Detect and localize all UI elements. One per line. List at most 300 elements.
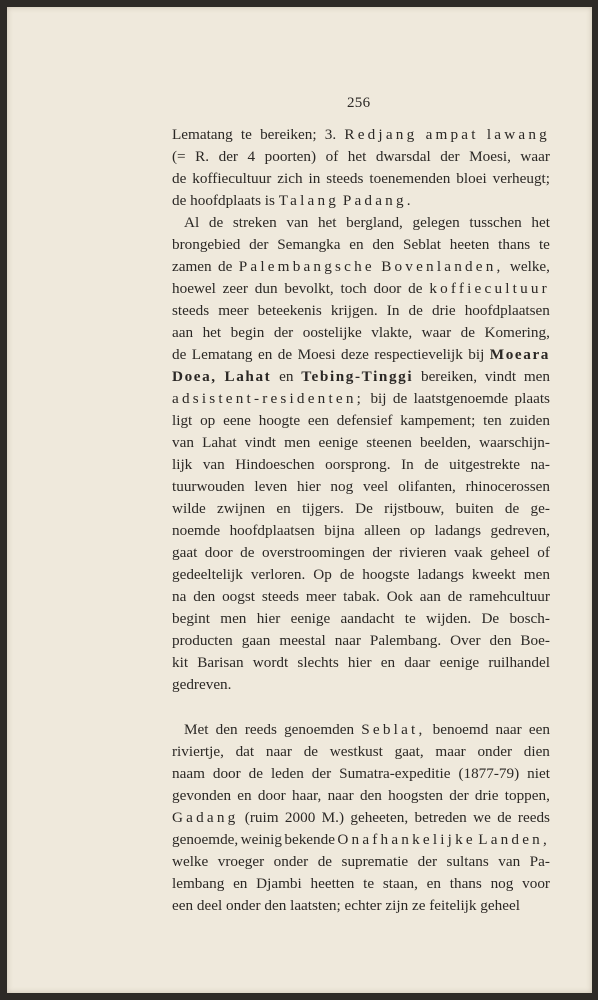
word: (= bbox=[172, 148, 186, 165]
word: op bbox=[200, 412, 216, 429]
word: Lahat bbox=[224, 368, 272, 385]
word: laatstgenoemde bbox=[413, 390, 509, 407]
paragraph bbox=[172, 212, 550, 696]
text-line bbox=[172, 564, 550, 586]
word: lembang bbox=[172, 875, 225, 892]
word: kampement; bbox=[400, 412, 476, 429]
word: feitelijk bbox=[429, 897, 477, 914]
word: eene bbox=[223, 412, 251, 429]
word: beteekenis bbox=[257, 302, 322, 319]
word: sultans bbox=[446, 853, 489, 870]
word: welke, bbox=[509, 258, 550, 275]
word: lijk bbox=[172, 456, 193, 473]
word: eenige bbox=[290, 610, 331, 627]
word: leven bbox=[254, 478, 288, 495]
word: men bbox=[220, 610, 247, 627]
word: men bbox=[523, 368, 550, 385]
word: defensief bbox=[336, 412, 393, 429]
word: hoogte bbox=[258, 412, 301, 429]
word: haar, bbox=[291, 787, 322, 804]
word: gedreven. bbox=[172, 676, 232, 693]
word: Djambi bbox=[256, 875, 302, 892]
word: geheel bbox=[490, 544, 530, 561]
text-line bbox=[172, 432, 550, 454]
word: te bbox=[538, 236, 550, 253]
text-line bbox=[172, 256, 550, 278]
word: zijn bbox=[385, 897, 409, 914]
word: den bbox=[489, 632, 512, 649]
word: den bbox=[372, 236, 395, 253]
text-line bbox=[172, 829, 550, 851]
word: (ruim bbox=[244, 809, 279, 826]
word: een bbox=[528, 721, 550, 738]
word: meestal bbox=[279, 632, 326, 649]
word: begin bbox=[230, 324, 265, 341]
word: de bbox=[408, 302, 423, 319]
word: Bovenlanden, bbox=[381, 258, 504, 275]
word: vindt bbox=[244, 434, 277, 451]
word: benoemd bbox=[432, 721, 489, 738]
word: streken bbox=[232, 214, 277, 231]
word: na- bbox=[530, 456, 550, 473]
word: westkust bbox=[329, 743, 383, 760]
word: In bbox=[401, 456, 414, 473]
word: dun bbox=[254, 280, 278, 297]
word: gaat bbox=[172, 544, 198, 561]
word: olifanten, bbox=[398, 478, 456, 495]
word: eenige bbox=[439, 654, 480, 671]
word: buiten bbox=[455, 500, 494, 517]
word: gaan bbox=[241, 632, 271, 649]
word: en bbox=[426, 875, 441, 892]
text-line bbox=[172, 785, 550, 807]
word: tuurwouden bbox=[172, 478, 245, 495]
word: Komering, bbox=[484, 324, 550, 341]
word: de bbox=[277, 346, 293, 363]
word: Padang bbox=[342, 192, 407, 209]
text-line bbox=[172, 410, 550, 432]
word: bevolkt, bbox=[284, 280, 334, 297]
word: aandacht bbox=[340, 610, 395, 627]
text-line bbox=[172, 124, 550, 146]
word: wilde bbox=[172, 500, 206, 517]
word: voor bbox=[522, 875, 550, 892]
word: waar bbox=[520, 148, 550, 165]
text-line bbox=[172, 498, 550, 520]
word: bekende bbox=[284, 831, 335, 848]
word: de bbox=[248, 765, 263, 782]
word: adsistent-residenten; bbox=[172, 390, 365, 407]
word: het bbox=[347, 148, 367, 165]
word: bereiken, bbox=[420, 368, 478, 385]
word: het bbox=[531, 214, 550, 231]
word: der bbox=[417, 853, 438, 870]
word: Gadang bbox=[172, 809, 239, 826]
word: ramehcultuur bbox=[468, 588, 550, 605]
word: vaak bbox=[453, 544, 483, 561]
text-line bbox=[172, 873, 550, 895]
word: overstroomingen bbox=[261, 544, 365, 561]
word: rivieren bbox=[399, 544, 447, 561]
word: verloren. bbox=[250, 566, 306, 583]
word: bijna bbox=[324, 522, 355, 539]
word: en bbox=[257, 346, 273, 363]
word: respectievelijk bbox=[374, 346, 463, 363]
word: maar bbox=[435, 743, 466, 760]
word: onder bbox=[225, 897, 261, 914]
word: Palembangsche bbox=[238, 258, 375, 275]
word: den bbox=[264, 897, 287, 914]
text-line bbox=[172, 234, 550, 256]
word: 2000 bbox=[284, 809, 316, 826]
text-line bbox=[172, 190, 550, 212]
word: de bbox=[460, 324, 476, 341]
text-line bbox=[172, 344, 550, 366]
word: de bbox=[447, 588, 463, 605]
word: Landen, bbox=[478, 831, 550, 848]
word: ligt bbox=[172, 412, 193, 429]
text-line bbox=[172, 741, 550, 763]
word: aan bbox=[172, 324, 194, 341]
word: zamen bbox=[172, 258, 212, 275]
word: van bbox=[286, 214, 309, 231]
word: geheeten, bbox=[350, 809, 409, 826]
word: wordt bbox=[252, 654, 289, 671]
word: steeds bbox=[172, 302, 210, 319]
word: of bbox=[325, 148, 339, 165]
word: staan, bbox=[382, 875, 418, 892]
word: bloei bbox=[456, 170, 487, 187]
word: onder bbox=[273, 853, 309, 870]
word: de bbox=[218, 258, 233, 275]
word: echter bbox=[344, 897, 382, 914]
word: de bbox=[339, 566, 355, 583]
word: naar bbox=[327, 787, 354, 804]
word: suprematie bbox=[341, 853, 409, 870]
word: te bbox=[240, 126, 252, 143]
word: welke bbox=[172, 853, 209, 870]
word: en bbox=[349, 236, 364, 253]
text-line bbox=[172, 586, 550, 608]
word: tusschen bbox=[469, 214, 522, 231]
word: der bbox=[273, 324, 294, 341]
word: De bbox=[481, 610, 500, 627]
word: hoogsten bbox=[388, 787, 443, 804]
word: producten bbox=[172, 632, 233, 649]
word: de bbox=[208, 214, 224, 231]
word: hoewel bbox=[172, 280, 216, 297]
word: Op bbox=[313, 566, 332, 583]
word: poorten) bbox=[264, 148, 317, 165]
word: verheugt; bbox=[492, 170, 550, 187]
word: naar bbox=[495, 721, 522, 738]
book-page bbox=[7, 7, 592, 993]
word: Seblat, bbox=[361, 721, 426, 738]
word: vlakte, bbox=[371, 324, 413, 341]
word: der bbox=[372, 544, 392, 561]
word: de bbox=[172, 170, 187, 187]
word: reeds bbox=[244, 721, 277, 738]
word: M.) bbox=[321, 809, 344, 826]
text-line bbox=[172, 652, 550, 674]
word: de bbox=[172, 192, 187, 209]
word: Palembang. bbox=[369, 632, 442, 649]
word: door bbox=[212, 765, 241, 782]
word: Over bbox=[450, 632, 481, 649]
word: op bbox=[409, 522, 426, 539]
word: Pa- bbox=[529, 853, 550, 870]
word: thans bbox=[498, 236, 531, 253]
word: geheel bbox=[480, 897, 520, 914]
word: door bbox=[257, 787, 286, 804]
word: tijgers. bbox=[302, 500, 344, 517]
word: R. bbox=[195, 148, 210, 165]
word: daar bbox=[404, 654, 431, 671]
word: riviertje, bbox=[172, 743, 224, 760]
word: Tebing-Tinggi bbox=[301, 368, 414, 385]
word: krijgen. bbox=[330, 302, 378, 319]
word: noemde bbox=[172, 522, 221, 539]
word: dwarsdal bbox=[375, 148, 431, 165]
word: koffiecultuur bbox=[429, 280, 550, 297]
word: den bbox=[359, 787, 382, 804]
word: naam bbox=[172, 765, 205, 782]
word: laatsten; bbox=[290, 897, 341, 914]
word: uitgestrekte bbox=[449, 456, 521, 473]
word: men bbox=[284, 434, 311, 451]
text-line bbox=[172, 674, 550, 696]
text-line bbox=[172, 895, 550, 917]
word: van bbox=[498, 853, 521, 870]
word: Lematang bbox=[191, 346, 253, 363]
word: genoemde, bbox=[172, 831, 239, 848]
word: hoofdplaats bbox=[190, 192, 261, 209]
word: toch bbox=[340, 280, 367, 297]
word: den bbox=[215, 721, 238, 738]
text-line bbox=[172, 719, 550, 741]
word: en bbox=[276, 500, 291, 517]
word: de bbox=[303, 743, 319, 760]
word: Lematang bbox=[172, 126, 233, 143]
text-line bbox=[172, 476, 550, 498]
word: vroeger bbox=[217, 853, 265, 870]
word: Sumatra-expeditie bbox=[339, 765, 451, 782]
word: naar bbox=[265, 743, 292, 760]
word: wijden. bbox=[426, 610, 472, 627]
word: toppen, bbox=[504, 787, 550, 804]
word: de bbox=[317, 853, 333, 870]
word: kit bbox=[172, 654, 189, 671]
text-line bbox=[172, 168, 550, 190]
text-line bbox=[172, 278, 550, 300]
word: genoemden bbox=[284, 721, 355, 738]
word: de bbox=[240, 544, 255, 561]
word: Ook bbox=[386, 588, 413, 605]
word: Al bbox=[184, 214, 200, 231]
word: de bbox=[408, 280, 423, 297]
word: Lahat bbox=[202, 434, 237, 451]
word: der bbox=[311, 765, 332, 782]
word: alleen bbox=[364, 522, 401, 539]
word: Barisan bbox=[197, 654, 244, 671]
word: leden bbox=[270, 765, 304, 782]
word: der bbox=[218, 148, 238, 165]
word: hoofdplaatsen bbox=[464, 302, 550, 319]
word: een bbox=[172, 897, 194, 914]
word: en bbox=[237, 787, 252, 804]
word: bij bbox=[370, 390, 387, 407]
word: het bbox=[317, 214, 337, 231]
word: der bbox=[249, 236, 269, 253]
word: (1877-79) bbox=[458, 765, 520, 782]
word: zuiden bbox=[509, 412, 550, 429]
word: reeds bbox=[517, 809, 550, 826]
word: 3. bbox=[324, 126, 337, 143]
word: we bbox=[473, 809, 491, 826]
word: koffiecultuur bbox=[192, 170, 272, 187]
text-line bbox=[172, 630, 550, 652]
text-line bbox=[172, 542, 550, 564]
word: hoogste bbox=[362, 566, 410, 583]
word: den bbox=[193, 588, 216, 605]
word: begint bbox=[172, 610, 210, 627]
word: gedeeltelijk bbox=[172, 566, 243, 583]
word: der bbox=[440, 148, 460, 165]
word: steeds bbox=[326, 170, 364, 187]
word: ten bbox=[483, 412, 502, 429]
word: zich bbox=[277, 170, 303, 187]
paragraph-gap bbox=[172, 696, 550, 719]
word: bergland, bbox=[346, 214, 403, 231]
word: slechts bbox=[297, 654, 339, 671]
page-number: 256 bbox=[347, 95, 371, 111]
word: In bbox=[386, 302, 400, 319]
word: de bbox=[172, 346, 187, 363]
word: en bbox=[233, 875, 248, 892]
word: drie bbox=[474, 787, 499, 804]
word: De bbox=[355, 500, 373, 517]
word: gaat, bbox=[394, 743, 424, 760]
word: vindt bbox=[484, 368, 517, 385]
word: ze bbox=[411, 897, 426, 914]
word: nog bbox=[330, 478, 354, 495]
word: Met bbox=[184, 721, 209, 738]
word: toenemenden bbox=[369, 170, 451, 187]
word: door bbox=[373, 280, 402, 297]
paragraph bbox=[172, 124, 550, 212]
body-text bbox=[172, 124, 550, 917]
word: drie bbox=[431, 302, 456, 319]
word: ladangs bbox=[434, 522, 482, 539]
word: heetten bbox=[310, 875, 355, 892]
word: veel bbox=[362, 478, 389, 495]
text-line bbox=[172, 300, 550, 322]
word: nog bbox=[490, 875, 514, 892]
word: steenen bbox=[366, 434, 412, 451]
word: te bbox=[363, 875, 375, 892]
word: Moesi, bbox=[469, 148, 511, 165]
word: heeten bbox=[449, 236, 490, 253]
word: meer bbox=[218, 302, 249, 319]
text-line bbox=[172, 388, 550, 410]
word: een bbox=[307, 412, 329, 429]
word: Redjang bbox=[344, 126, 418, 143]
word: Onafhankelijke bbox=[337, 831, 476, 848]
word: rijstbouw, bbox=[384, 500, 445, 517]
word: van bbox=[172, 434, 194, 451]
word: Semangka bbox=[277, 236, 341, 253]
word: brongebied bbox=[172, 236, 241, 253]
word: bosch- bbox=[509, 610, 550, 627]
word: zeer bbox=[222, 280, 248, 297]
word: ladangs bbox=[417, 566, 464, 583]
text-line bbox=[172, 454, 550, 476]
word: tabak. bbox=[343, 588, 380, 605]
word: thans bbox=[449, 875, 482, 892]
word: beelden, bbox=[419, 434, 471, 451]
word: aan bbox=[419, 588, 441, 605]
word: ampat bbox=[425, 126, 479, 143]
word: deel bbox=[196, 897, 223, 914]
text-line bbox=[172, 212, 550, 234]
word: der bbox=[449, 787, 469, 804]
word: gedreven, bbox=[490, 522, 550, 539]
text-line bbox=[172, 520, 550, 542]
word: onder bbox=[477, 743, 513, 760]
word: . bbox=[406, 192, 411, 209]
word: de bbox=[424, 456, 439, 473]
word: betreden bbox=[414, 809, 467, 826]
word: waar bbox=[421, 324, 452, 341]
text-line bbox=[172, 763, 550, 785]
text-line bbox=[172, 851, 550, 873]
word: waarschijn- bbox=[479, 434, 550, 451]
word: deze bbox=[341, 346, 369, 363]
word: Hindoeschen bbox=[235, 456, 315, 473]
text-line bbox=[172, 146, 550, 168]
word: bij bbox=[468, 346, 485, 363]
word: kweekt bbox=[471, 566, 516, 583]
word: na bbox=[172, 588, 187, 605]
word: plaats bbox=[514, 390, 550, 407]
word: ge- bbox=[530, 500, 550, 517]
word: dien bbox=[523, 743, 550, 760]
word: zwijnen bbox=[217, 500, 266, 517]
word: Moeara bbox=[489, 346, 550, 363]
word: steeds bbox=[261, 588, 299, 605]
word: of bbox=[537, 544, 550, 561]
word: de bbox=[497, 809, 512, 826]
word: hier bbox=[256, 610, 281, 627]
text-line bbox=[172, 322, 550, 344]
word: dat bbox=[235, 743, 255, 760]
word: 4 bbox=[247, 148, 256, 165]
word: Boe- bbox=[520, 632, 550, 649]
word: de bbox=[392, 390, 408, 407]
word: oorsprong. bbox=[325, 456, 391, 473]
word: te bbox=[404, 610, 416, 627]
word: Doea, bbox=[172, 368, 217, 385]
word: eenige bbox=[318, 434, 359, 451]
word: door bbox=[204, 544, 233, 561]
paragraph bbox=[172, 719, 550, 917]
word: Talang bbox=[278, 192, 340, 209]
word: van bbox=[202, 456, 225, 473]
word: niet bbox=[527, 765, 550, 782]
text-line bbox=[172, 608, 550, 630]
word: naar bbox=[334, 632, 361, 649]
word: en bbox=[279, 368, 294, 385]
